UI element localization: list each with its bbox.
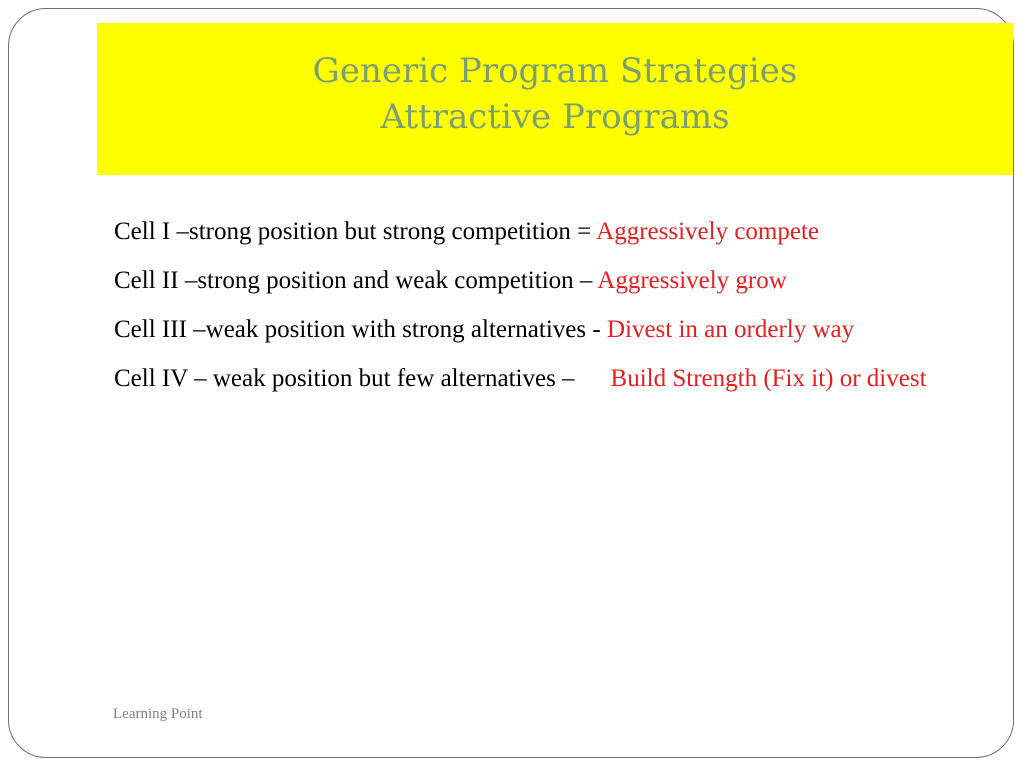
bullet-text: Cell IV – weak position but few alternatives – <box>114 365 575 392</box>
bullet-text: Cell I –strong position but strong competition = <box>114 218 597 245</box>
bullet-item-cell-2 <box>114 261 974 301</box>
bullet-item-cell-4 <box>114 359 974 399</box>
bullet-text: Cell II –strong position and weak competition – <box>114 267 598 294</box>
bullet-list <box>114 212 974 408</box>
bullet-text: Cell III –weak position with strong alternatives - <box>114 316 607 343</box>
title-line-1: Generic Program Strategies <box>312 51 798 91</box>
bullet-item-cell-1 <box>114 212 974 252</box>
slide-title <box>97 48 1013 140</box>
bullet-highlight: Aggressively compete <box>596 218 820 245</box>
title-line-2: Attractive Programs <box>380 97 730 137</box>
bullet-highlight: Aggressively grow <box>597 267 787 294</box>
bullet-item-cell-3 <box>114 310 974 350</box>
bullet-highlight: Divest in an orderly way <box>606 316 855 343</box>
bullet-highlight: Build Strength (Fix it) or divest <box>610 365 927 392</box>
footer-text: Learning Point <box>113 706 203 722</box>
